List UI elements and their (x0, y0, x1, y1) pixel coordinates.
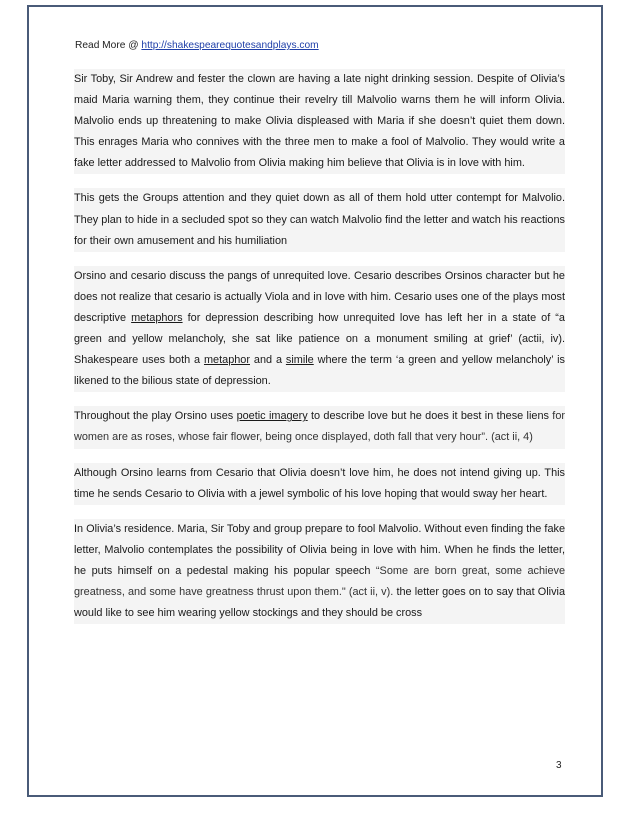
page-header (75, 40, 319, 51)
simile-link[interactable]: simile (285, 354, 314, 367)
paragraph-3-text-a: Orsino and cesario discuss the pangs of unrequited love. Cesario describes Orsinos character but he does not realize that cesario is actually Viola and in love with him. Cesario uses one of the plays most descriptive (74, 269, 565, 324)
paragraph-4-text-b: to describe love but he does it best in these liens (307, 410, 553, 423)
header-link[interactable]: http://shakespearequotesandplays.com (141, 40, 319, 51)
page-number: 3 (556, 760, 562, 771)
paragraph-6-text-a: In Olivia’s residence. Maria, Sir Toby and group prepare to fool Malvolio. Without even finding the fake letter, Malvolio contemplates the possibility of Olivia being in love with him. When he finds the letter, he puts himself on a pedestal making his popular speech (74, 522, 565, 577)
paragraph-1: Sir Toby, Sir Andrew and fester the clown are having a late night drinking session. Despite of Olivia’s maid Maria warning them, they continue their revelry till Malvolio warns them he will inform Olivia. Malvolio ends up threatening to make Olivia displeased with Maria if she doesn’t quiet them down. This enrages Maria who connives with the three men to make a fool of Malvolio. They would write a fake letter addressed to Malvolio from Olivia making him believe that Olivia is in love with him. (74, 69, 565, 174)
paragraph-4-quote: for women are as roses, whose fair flower, being once displayed, doth fall that very hour”. (act ii, 4) (74, 410, 566, 444)
paragraph-6 (74, 519, 565, 624)
poetic-imagery-link[interactable]: poetic imagery (236, 410, 308, 423)
paragraph-3 (74, 266, 565, 393)
paragraph-3-text-d: where the term ‘a green and yellow melancholy’ is likened to the bilious state of depression. (74, 354, 566, 388)
paragraph-4-text-a: Throughout the play Orsino uses (74, 410, 237, 423)
metaphor-link[interactable]: metaphor (203, 354, 250, 367)
paragraph-6-text-b: the letter goes on to say that Olivia would like to see him wearing yellow stockings and they should be cross (74, 585, 566, 620)
paragraph-6-quote: “Some are born great, some achieve greatness, and some have greatness thrust upon them." (act ii, v). (74, 564, 565, 598)
paragraph-3-text-c: and a (250, 354, 286, 367)
paragraph-5: Although Orsino learns from Cesario that Olivia doesn’t love him, he does not intend giving up. This time he sends Cesario to Olivia with a jewel symbolic of his love hoping that would sway her heart. (74, 463, 565, 505)
paragraph-4 (74, 406, 565, 448)
paragraph-3-text-b: for depression describing how unrequited love has left her in a state of “a green and yellow melancholy, she sat like patience on a monument smiling at grief’ (actii, iv). Shakespeare uses both a (74, 311, 565, 367)
metaphors-link[interactable]: metaphors (131, 311, 183, 324)
paragraph-2: This gets the Groups attention and they quiet down as all of them hold utter contempt for Malvolio. They plan to hide in a secluded spot so they can watch Malvolio find the letter and watch his reactions for their own amusement and his humiliation (74, 188, 565, 251)
document-body (74, 69, 565, 638)
header-prefix: Read More @ (75, 40, 142, 51)
